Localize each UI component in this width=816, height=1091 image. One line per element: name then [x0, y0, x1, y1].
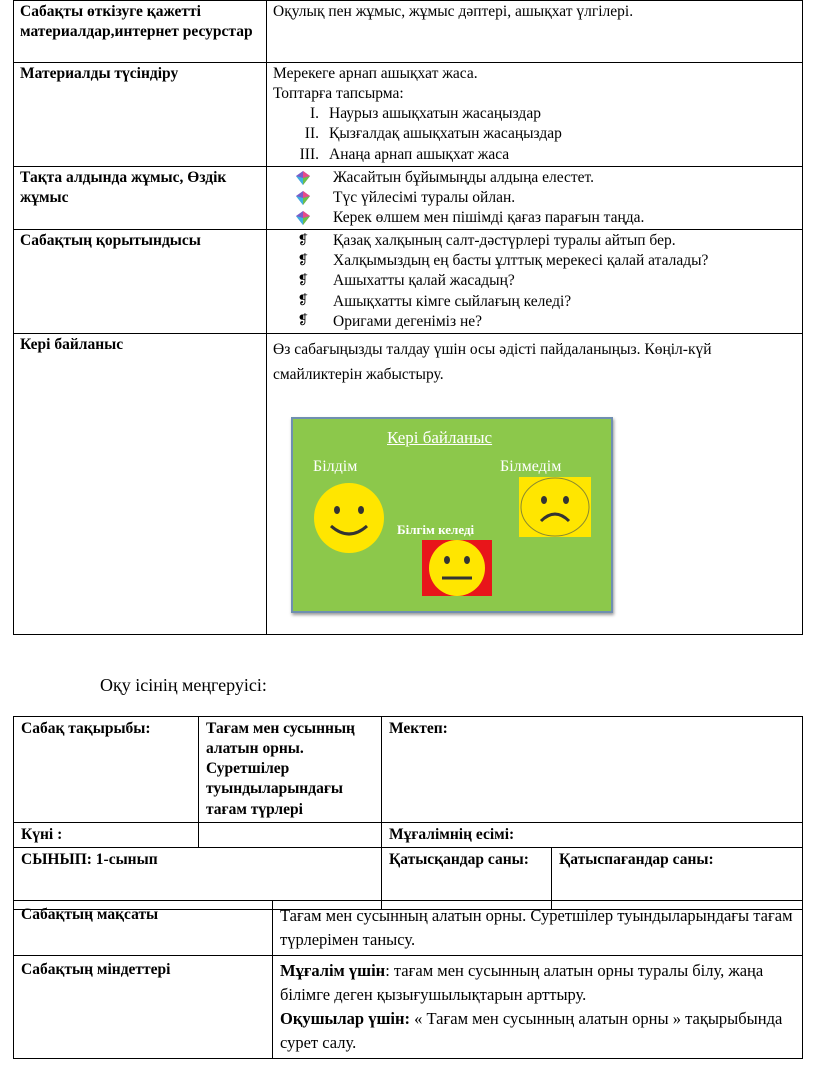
list-item: ❡ Қазақ халқының салт-дәстүрлері туралы айтып бер. [273, 231, 796, 251]
table-row [14, 1, 803, 63]
row-content [267, 166, 803, 229]
want-to-know-label: Білгім келеді [397, 522, 475, 538]
table-row [14, 822, 803, 847]
goal-value: Тағам мен сусынның алатын орны. Суретшілер туындыларындағы тағам түрлерімен танысу. [273, 901, 803, 956]
absent-label: Қатыспағандар саны: [552, 847, 803, 909]
text-line: Топтарға тапсырма: [273, 85, 404, 103]
list-item: Түс үйлесімі туралы ойлан. [273, 188, 796, 208]
lesson-resources-table [13, 0, 803, 635]
present-label: Қатысқандар саны: [382, 847, 552, 909]
class-label: СЫНЫП: 1-сынып [14, 847, 382, 909]
sad-face-icon [519, 477, 591, 537]
topic-label: Сабақ тақырыбы: [14, 717, 199, 823]
row-label: Материалды түсіндіру [14, 63, 267, 167]
feedback-text: Өз сабағыңызды талдау үшін осы әдісті пайдаланыңыз. Көңіл-күй смайликтерін жабыстыру. [273, 340, 712, 383]
gem-icon [295, 170, 311, 186]
table-row [14, 333, 803, 635]
gem-icon [295, 190, 311, 206]
tasks-label: Сабақтың міндеттері [14, 955, 273, 1058]
list-item: ❡ Халқымыздың ең басты ұлттық мерекесі қалай аталады? [273, 251, 796, 271]
row-label: Тақта алдында жұмыс, Өздік жұмыс [14, 166, 267, 229]
table-row [14, 717, 803, 823]
table-row [14, 901, 803, 956]
list-item: III. Анаңа арнап ашықхат жаса [299, 145, 510, 163]
lesson-goals-table [13, 900, 803, 1059]
hook-icon: ❡ [297, 293, 309, 309]
feedback-slide [291, 417, 613, 613]
list-item: ❡ Оригами дегеніміз не? [273, 312, 796, 332]
row-content [267, 333, 803, 635]
list-item: ❡ Ашықхатты кімге сыйлағың келеді? [273, 292, 796, 312]
table-row [14, 230, 803, 334]
list-item: Керек өлшем мен пішімді қағаз парағын таңда. [273, 208, 796, 228]
row-label: Сабақты өткізуге қажетті материалдар,интернет ресурстар [14, 1, 267, 63]
date-value [199, 822, 382, 847]
goal-label: Сабақтың мақсаты [14, 901, 273, 956]
task-list [273, 104, 796, 164]
list-item: II. Қызғалдақ ашықхатын жасаңыздар [304, 125, 562, 143]
list-item: Жасайтын бұйымыңды алдыңа елестет. [273, 168, 796, 188]
hook-icon: ❡ [297, 313, 309, 329]
list-item: I. Наурыз ашықхатын жасаңыздар [309, 105, 541, 123]
row-content [267, 230, 803, 334]
happy-face-icon [313, 482, 385, 554]
hook-icon: ❡ [297, 252, 309, 268]
text-line: Мерекеге арнап ашықхат жаса. [273, 65, 478, 82]
teacher-label: Мұғалімнің есімі: [382, 822, 803, 847]
bullet-list [273, 231, 796, 332]
didnt-know-label: Білмедім [500, 458, 562, 476]
table-row [14, 166, 803, 229]
row-label: Сабақтың қорытындысы [14, 230, 267, 334]
tasks-value: Мұғалім үшін: тағам мен сусынның алатын орны туралы білу, жаңа білімге деген қызығушылықтарын арттыру. Оқушылар үшін: « Тағам мен сусынның алатын орны » тақырыбында сурет салу. [273, 955, 803, 1058]
topic-value: Тағам мен сусынның алатын орны. Суретшілер туындыларындағы тағам түрлері [199, 717, 382, 823]
hook-icon: ❡ [297, 273, 309, 289]
bullet-list [273, 168, 796, 228]
hook-icon: ❡ [297, 232, 309, 248]
row-content: Оқулық пен жұмыс, жұмыс дәптері, ашықхат үлгілері. [267, 1, 803, 63]
table-row [14, 955, 803, 1058]
row-content [267, 63, 803, 167]
row-label: Кері байланыс [14, 333, 267, 635]
section-heading: Оқу ісінің меңгеруісі: [100, 675, 267, 695]
list-item: ❡ Ашыхатты қалай жасадың? [273, 271, 796, 291]
school-label: Мектеп: [382, 717, 803, 823]
knew-label: Білдім [313, 458, 358, 476]
slide-title: Кері байланыс [387, 428, 493, 448]
lesson-info-table [13, 716, 803, 910]
gem-icon [295, 210, 311, 226]
table-row [14, 63, 803, 167]
date-label: Күні : [14, 822, 199, 847]
neutral-face-icon [422, 540, 492, 596]
